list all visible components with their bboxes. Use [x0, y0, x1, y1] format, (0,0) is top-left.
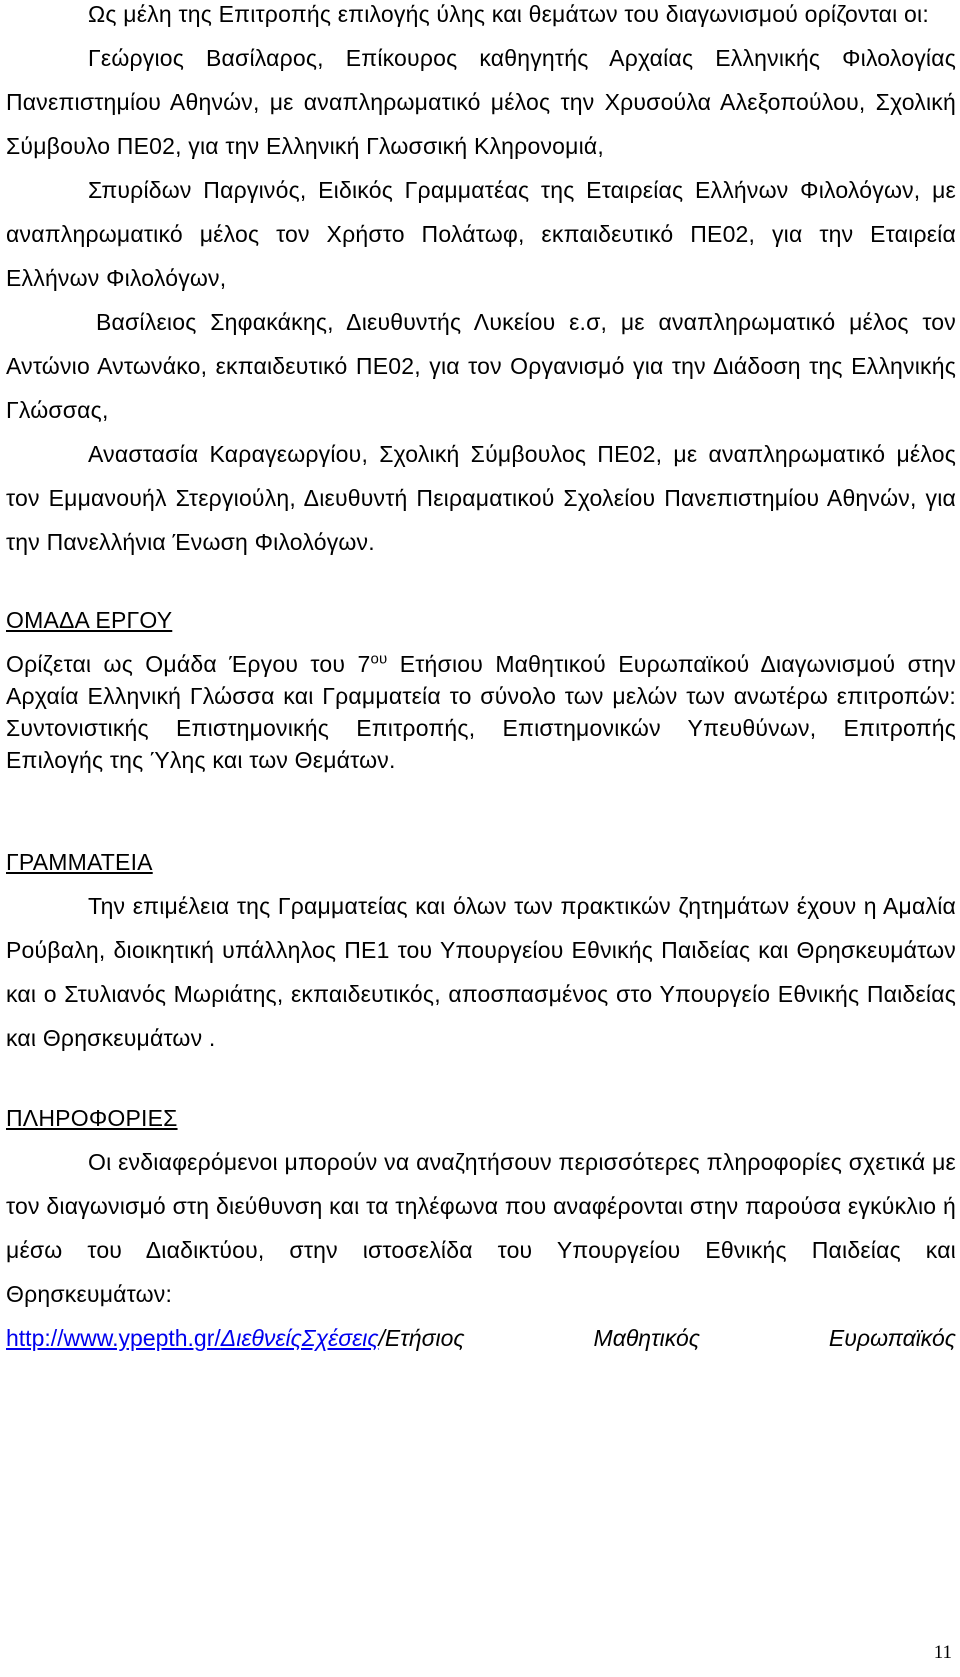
project-team-text-end: Ετήσιου Μαθητικού Ευρωπαϊκού Διαγωνισμού στην Αρχαία Ελληνική Γλώσσα και Γραμματεία το σύνολο των μελών των ανωτέρω επιτροπών: Συντονιστικής Επιστημονικής Επιτροπής, Επιστημονικών Υπευθύνων, Επιτροπής Επιλογής της Ύλης και των Θεμάτων. — [6, 651, 956, 773]
ministry-url[interactable] — [6, 1316, 465, 1360]
secretariat-paragraph: Την επιμέλεια της Γραμματείας και όλων των πρακτικών ζητημάτων έχουν η Αμαλία Ρούβαλη, διοικητική υπάλληλος ΠΕ1 του Υπουργείου Εθνικής Παιδείας και Θρησκευμάτων και ο Στυλιανός Μωριάτης, εκπαιδευτικός, αποσπασμένος στο Υπουργείο Εθνικής Παιδείας και Θρησκευμάτων . — [6, 893, 956, 1051]
ministry-url-line — [6, 1316, 956, 1360]
committee-member-2: Σπυρίδων Παργινός, Ειδικός Γραμματέας της Εταιρείας Ελλήνων Φιλολόγων, με αναπληρωματικό μέλος τον Χρήστο Πολάτωφ, εκπαιδευτικό ΠΕ02, για την Εταιρεία Ελλήνων Φιλολόγων, — [6, 177, 956, 291]
ordinal-superscript: ου — [370, 650, 388, 668]
document-page — [6, 0, 956, 1360]
project-team-text-start: Ορίζεται ως Ομάδα Έργου του 7 — [6, 651, 371, 677]
committee-intro — [6, 0, 956, 36]
url-link-international[interactable] — [221, 1325, 379, 1351]
information-heading: ΠΛΗΡΟΦΟΡΙΕΣ — [6, 1105, 178, 1131]
secretariat-heading: ΓΡΑΜΜΑΤΕΙΑ — [6, 849, 153, 875]
url-word-european: Ευρωπαϊκός — [828, 1325, 956, 1351]
committee-member-3: Βασίλειος Σηφακάκης, Διευθυντής Λυκείου ε.σ, με αναπληρωματικό μέλος τον Αντώνιο Αντωνάκο, εκπαιδευτικό ΠΕ02, για τον Οργανισμό για την Διάδοση της Ελληνικής Γλώσσας, — [6, 309, 956, 423]
committee-member-4: Αναστασία Καραγεωργίου, Σχολική Σύμβουλος ΠΕ02, με αναπληρωματικό μέλος τον Εμμανουήλ Στεργιούλη, Διευθυντή Πειραματικού Σχολείου Πανεπιστημίου Αθηνών, για την Πανελλήνια Ένωση Φιλολόγων. — [6, 441, 956, 555]
url-link[interactable]: http://www.ypepth.gr/ — [6, 1325, 221, 1351]
project-team-heading: ΟΜΑΔΑ ΕΡΓΟΥ — [6, 607, 173, 633]
committee-intro-line1: Ως μέλη της Επιτροπής επιλογής ύλης και θεμάτων του διαγωνισμού — [88, 1, 799, 27]
page-number: 11 — [933, 1642, 952, 1663]
url-word-student: Μαθητικός — [593, 1325, 700, 1351]
information-paragraph: Οι ενδιαφερόμενοι μπορούν να αναζητήσουν περισσότερες πληροφορίες σχετικά με τον διαγωνισμό στη διεύθυνση και τα τηλέφωνα που αναφέρονται στην παρούσα εγκύκλιο ή μέσω του Διαδικτύου, στην ιστοσελίδα του Υπουργείου Εθνικής Παιδείας και Θρησκευμάτων: — [6, 1149, 956, 1307]
committee-member-1: Γεώργιος Βασίλαρος, Επίκουρος καθηγητής Αρχαίας Ελληνικής Φιλολογίας Πανεπιστημίου Αθηνών, με αναπληρωματικό μέλος την Χρυσούλα Αλεξοπούλου, Σχολική Σύμβουλο ΠΕ02, για την Ελληνική Γλωσσική Κληρονομιά, — [6, 45, 956, 159]
committee-intro-line2: ορίζονται οι: — [804, 1, 929, 27]
url-part-annual: /Ετήσιος — [378, 1325, 465, 1351]
project-team-paragraph — [6, 648, 956, 776]
url-link-international-text: ΔιεθνείςΣχέσεις — [220, 1325, 379, 1351]
